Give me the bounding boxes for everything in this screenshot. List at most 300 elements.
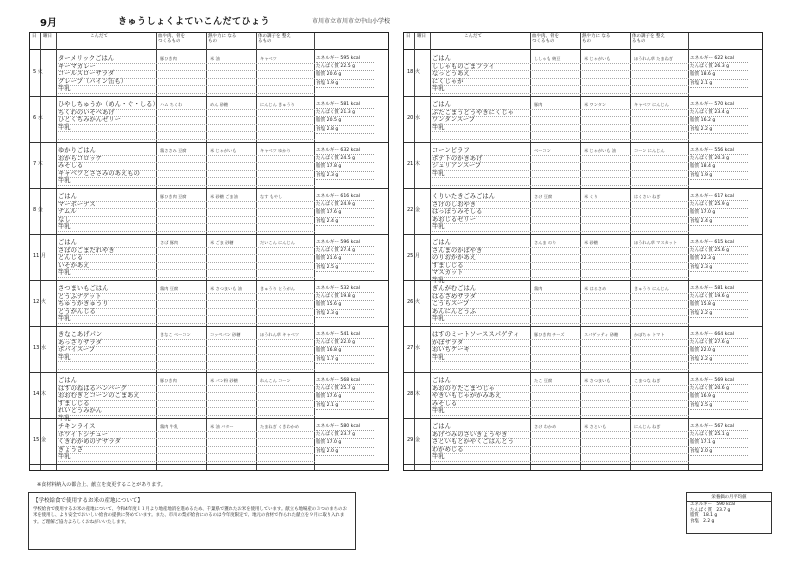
dish-list (58, 239, 115, 277)
food-group-items: 鶏肉 牛乳 (160, 424, 179, 429)
nutrition-values (690, 101, 748, 134)
column-header (404, 33, 762, 50)
dish-name: 牛乳 (58, 123, 71, 131)
row-guide-line (432, 93, 689, 94)
nutrition-values (690, 193, 748, 226)
food-group-items: だいこん にんじん (260, 240, 295, 245)
dish-name: やきいもじゃがかみあえ (432, 392, 502, 400)
row-guide-line (58, 392, 315, 393)
row-guide-line (432, 446, 689, 447)
dish-name: ごはん (432, 55, 451, 62)
row-guide-line (432, 461, 689, 462)
row-guide-line (432, 269, 689, 270)
row-guide-line (58, 216, 315, 217)
dish-name: さといもとかやくごはんとう (432, 438, 514, 446)
rice-info-box (28, 492, 356, 550)
row-guide-line (58, 170, 315, 171)
row-guide-line (58, 323, 315, 324)
row-guide-line (58, 109, 315, 110)
row-guide-line (432, 78, 689, 79)
day-row (30, 372, 388, 422)
average-row: たんぱく質 23.7 g (690, 507, 731, 513)
nutrition-protein: たんぱく質 25.1 g (690, 431, 748, 439)
row-guide-line (432, 177, 689, 178)
row-guide-line (432, 438, 689, 439)
day-row (404, 96, 762, 143)
nutrition-salt: 食塩 2.3 g (316, 172, 374, 180)
day-date: 25 月 (407, 253, 420, 259)
dish-name: ちくわのいそべあげ (58, 108, 115, 116)
dish-list (58, 147, 140, 185)
day-row (404, 326, 762, 373)
row-guide-line (58, 155, 315, 156)
nutrition-fat: 脂質 20.6 g (316, 71, 374, 79)
dish-name: さばのごまだれやき (58, 246, 115, 254)
dish-name: ホワイトシチュー (58, 430, 108, 438)
nutrition-energy: エネルギー 596 kcal (316, 239, 374, 247)
row-guide-line (432, 300, 689, 301)
food-group-items: ほうれん草 たまねぎ (634, 56, 674, 61)
nutrition-fat: 脂質 16.9 g (690, 393, 748, 401)
dish-name: とんじる (58, 254, 84, 262)
food-group-items: キャベツ にんじん (634, 102, 669, 107)
dish-list (58, 423, 121, 461)
row-guide-line (432, 231, 689, 232)
dish-name: のりおかかあえ (432, 254, 477, 262)
row-guide-line (58, 262, 315, 263)
nutrition-protein: たんぱく質 24.5 g (316, 155, 374, 163)
dish-list (432, 285, 476, 323)
row-guide-line (432, 124, 689, 125)
row-guide-line (432, 216, 689, 217)
dish-name: さけのしおやき (432, 200, 477, 208)
dish-name: にくじゃが (432, 77, 464, 85)
dish-name: さつまいもごはん (58, 285, 109, 292)
day-date: 22 金 (407, 207, 420, 213)
dish-name: コールスローサラダ (58, 70, 115, 78)
day-date: 28 木 (407, 391, 420, 397)
nutrition-fat: 脂質 21.6 g (316, 255, 374, 263)
row-guide-line (58, 315, 315, 316)
row-guide-line (58, 185, 315, 186)
nutrition-energy: エネルギー 567 kcal (690, 423, 748, 431)
row-guide-line (58, 308, 315, 309)
dish-name: キーマカレー (58, 62, 96, 70)
dish-name: なし (58, 215, 71, 223)
dish-name: 牛乳 (58, 85, 71, 93)
dish-name: ごはん (432, 101, 451, 108)
nutrition-energy: エネルギー 580 kcal (316, 423, 374, 431)
dish-list (58, 285, 108, 323)
food-group-items: 米 砂糖 (584, 240, 598, 245)
food-group-items: スパゲッティ 砂糖 (584, 332, 619, 337)
dish-name: 牛乳 (432, 276, 445, 284)
dish-name: くりいたきごみごはん (432, 193, 495, 200)
nutrition-salt: 食塩 2.1 g (690, 80, 748, 88)
nutrition-fat: 脂質 18.4 g (690, 163, 748, 171)
food-group-items: 豚ひき肉 (160, 378, 177, 383)
nutrition-protein: たんぱく質 25.9 g (690, 201, 748, 209)
dish-name: ポパイスープ (58, 346, 96, 354)
dish-name: グレープ（パイン缶も） (58, 77, 127, 85)
dish-name: おいちケーキ (432, 346, 470, 354)
food-group-items: ほうれん草 キャベツ (260, 332, 300, 337)
row-guide-line (58, 162, 315, 163)
dish-name: すましじる (58, 399, 90, 407)
dish-name: あおじるゼリー (432, 215, 477, 223)
row-guide-line (58, 453, 315, 454)
row-guide-line (432, 139, 689, 140)
nutrition-protein: たんぱく質 22.5 g (316, 63, 374, 71)
food-group-items: 米 ワンタン (584, 102, 607, 107)
nutrition-energy: エネルギー 568 kcal (316, 377, 374, 385)
row-guide-line (58, 247, 315, 248)
food-group-items: 米 じゃがいも (210, 148, 237, 153)
col-weekday: 曜日 (417, 34, 426, 39)
nutrition-values (316, 193, 374, 226)
dish-name: 牛乳 (58, 453, 71, 461)
nutrition-fat: 脂質 17.8 g (316, 163, 374, 171)
nutrition-salt: 食塩 2.4 g (690, 218, 748, 226)
dish-name: ぎょうざ (58, 445, 84, 453)
row-guide-line (58, 438, 315, 439)
dish-name: 牛乳 (432, 169, 445, 177)
day-row (404, 50, 762, 97)
nutrition-protein: たんぱく質 20.3 g (690, 155, 748, 163)
food-group-items: 米 砂糖 ごま油 (210, 194, 238, 199)
dish-name: なっとうあえ (432, 70, 470, 78)
col-weekday: 曜日 (43, 34, 52, 39)
dish-name: はるさめサラダ (432, 292, 477, 300)
food-group-items: 米 くり (584, 194, 598, 199)
day-row (30, 326, 388, 373)
dish-name: ししゃものごまフライ (432, 62, 495, 70)
dish-list (58, 55, 127, 93)
dish-name: ターメリックごはん (58, 55, 115, 62)
nutrition-protein: たんぱく質 21.3 g (316, 109, 374, 117)
nutrition-fat: 脂質 22.3 g (690, 255, 748, 263)
day-date: 11 月 (33, 253, 46, 259)
nutrition-protein: たんぱく質 20.6 g (690, 385, 748, 393)
dish-name: あんにんどうふ (432, 307, 477, 315)
nutrition-salt: 食塩 1.9 g (316, 80, 374, 88)
nutrition-energy: エネルギー 556 kcal (690, 147, 748, 155)
dish-name: ちゅうかきゅうり (58, 300, 109, 308)
page-title: きゅうしょくよていこんだてひょう (118, 17, 271, 27)
food-group-items: きなこ ベーコン (160, 332, 191, 337)
food-group-items: 米 はるさめ (584, 286, 607, 291)
day-date: 27 水 (407, 345, 420, 351)
row-guide-line (58, 354, 315, 355)
nutrition-protein: たんぱく質 19.8 g (316, 293, 374, 301)
row-guide-line (58, 346, 315, 347)
dish-name: 牛乳 (58, 353, 71, 361)
nutrition-salt: 食塩 2.5 g (690, 402, 748, 410)
row-guide-line (58, 407, 315, 408)
row-guide-line (432, 208, 689, 209)
info-text: 学校給食で使用するお米の産地について、今和4年度１１月より地産地消を進めるため、千葉県で獲れたお米を使用しています。献立も地場産の３つのまちのお米を使用し、より安全でおいしい給食の提供に努めています。また、市川の梨が給食にのるのは今年度限定で、地元の食材で作られた献立を９月に取り入れます。ご理解ご協力よろしくおねがいいたします。 (33, 507, 347, 525)
day-row (404, 142, 762, 189)
day-date: 26 火 (407, 299, 420, 305)
nutrition-energy: エネルギー 615 kcal (690, 239, 748, 247)
nutrition-fat: 脂質 17.1 g (690, 439, 748, 447)
food-group-items: 米 さつまいも (584, 378, 611, 383)
column-header (30, 33, 388, 50)
dish-name: 牛乳 (58, 414, 71, 422)
food-group-items: キャベツ (260, 56, 277, 61)
row-guide-line (58, 70, 315, 71)
row-guide-line (432, 201, 689, 202)
nutrition-values (316, 331, 374, 364)
row-guide-line (58, 93, 315, 94)
nutrition-values (316, 377, 374, 410)
food-group-items: 豚ひき肉 豆腐 (160, 194, 187, 199)
food-group-items: 鶏肉 (534, 286, 543, 291)
dish-name: コーンピラフ (432, 147, 470, 154)
row-guide-line (58, 231, 315, 232)
nutrition-energy: エネルギー 581 kcal (690, 285, 748, 293)
row-guide-line (432, 392, 689, 393)
row-guide-line (58, 208, 315, 209)
dish-name: ひとくちみかんゼリー (58, 116, 121, 124)
col-green: 体の調子を 整えるもの (632, 34, 665, 44)
food-group-items: 豚肉 (534, 102, 543, 107)
dish-name: キャベツとささみのあえもの (58, 169, 140, 177)
food-group-items: にんじん ねぎ (634, 424, 661, 429)
average-row: エネルギー 590 kcal (690, 502, 735, 507)
dish-name: ぶたこまうどうやきにくじゃ (432, 108, 514, 116)
dish-name: ごはん (58, 239, 77, 246)
day-row (30, 188, 388, 235)
month-label: 9月 (40, 18, 57, 29)
dish-name: マスカット (432, 269, 464, 277)
col-menu: こんだて (464, 34, 482, 39)
day-row (30, 234, 388, 281)
row-guide-line (432, 170, 689, 171)
col-menu: こんだて (90, 34, 108, 39)
dish-name: はっぽうみそしる (432, 208, 483, 216)
footnote: ※食材料納入の都合上、献立を変更することがあります。 (37, 482, 166, 488)
average-heading: 栄養価の月平均値 (687, 493, 771, 502)
day-date: 20 水 (407, 115, 420, 121)
food-group-items: 米 じゃがいも 油 (584, 148, 616, 153)
dish-name: ごはん (432, 423, 451, 430)
dish-name: とうふナゲット (58, 292, 102, 300)
nutrition-values (690, 331, 748, 364)
row-guide-line (432, 63, 689, 64)
row-guide-line (58, 139, 315, 140)
row-guide-line (58, 277, 315, 278)
menu-table-left (29, 32, 389, 471)
row-guide-line (58, 461, 315, 462)
nutrition-fat: 脂質 17.6 g (316, 209, 374, 217)
day-date: 12 火 (33, 299, 46, 305)
nutrition-values (316, 423, 374, 456)
dish-list (432, 377, 501, 415)
nutrition-fat: 脂質 17.6 g (316, 393, 374, 401)
nutrition-energy: エネルギー 622 kcal (690, 55, 748, 63)
dish-name: おおむぎとコーンのこまあえ (58, 392, 140, 400)
col-day: 日 (406, 34, 411, 39)
dish-name: いそかあえ (58, 261, 90, 269)
nutrition-protein: たんぱく質 27.4 g (316, 247, 374, 255)
dish-name: あっさりサラダ (58, 338, 102, 346)
food-group-items: 米 油 (210, 56, 220, 61)
row-guide-line (58, 85, 315, 86)
nutrition-energy: エネルギー 632 kcal (316, 147, 374, 155)
row-guide-line (432, 223, 689, 224)
col-red: 血や肉、骨を つくるもの (158, 34, 185, 44)
row-guide-line (432, 400, 689, 401)
dish-name: あげつみのさいきょうやき (432, 430, 508, 438)
dish-name: きなこあげパン (58, 331, 103, 338)
dish-name: みそしる (432, 399, 458, 407)
dish-name: とうがんじる (58, 307, 96, 315)
row-guide-line (432, 70, 689, 71)
row-guide-line (58, 131, 315, 132)
day-row (404, 418, 762, 465)
food-group-items: コッペパン 砂糖 (210, 332, 241, 337)
row-guide-line (58, 293, 315, 294)
nutrition-protein: たんぱく質 25.7 g (316, 385, 374, 393)
dish-name: ぎんがむごはん (432, 285, 477, 292)
row-guide-line (58, 223, 315, 224)
nutrition-fat: 脂質 15.6 g (316, 301, 374, 309)
nutrition-values (690, 377, 748, 410)
row-guide-line (432, 116, 689, 117)
dish-name: 牛乳 (58, 315, 71, 323)
nutrition-values (316, 101, 374, 134)
row-guide-line (58, 446, 315, 447)
row-guide-line (432, 431, 689, 432)
nutrition-fat: 脂質 18.6 g (690, 71, 748, 79)
menu-table-right (403, 32, 763, 471)
row-guide-line (58, 369, 315, 370)
dish-name: ごはん (58, 193, 77, 200)
row-guide-line (432, 385, 689, 386)
nutrition-energy: エネルギー 664 kcal (690, 331, 748, 339)
row-guide-line (432, 346, 689, 347)
row-guide-line (58, 124, 315, 125)
food-group-items: コーン にんじん (634, 148, 665, 153)
nutrition-fat: 脂質 22.0 g (690, 347, 748, 355)
page-header (0, 14, 800, 28)
dish-list (432, 55, 495, 93)
row-guide-line (432, 323, 689, 324)
dish-name: チキンライス (58, 423, 96, 430)
row-guide-line (432, 308, 689, 309)
dish-name: みそしる (58, 162, 84, 170)
nutrition-salt: 食塩 2.2 g (690, 310, 748, 318)
day-row (404, 188, 762, 235)
day-row (30, 280, 388, 327)
nutrition-energy: エネルギー 617 kcal (690, 193, 748, 201)
nutrition-values (690, 423, 748, 456)
dish-name: ひやしちゅうか（めん・ぐ・しる） (58, 101, 159, 108)
nutrition-energy: エネルギー 570 kcal (690, 101, 748, 109)
row-guide-line (58, 201, 315, 202)
food-group-items: 鶏ささみ 豆腐 (160, 148, 187, 153)
row-guide-line (432, 315, 689, 316)
row-guide-line (58, 254, 315, 255)
row-guide-line (432, 109, 689, 110)
food-group-items: きゅうり にんじん (634, 286, 669, 291)
dish-name: ワンタンスープ (432, 116, 476, 124)
row-guide-line (58, 78, 315, 79)
food-group-items: ベーコン (534, 148, 551, 153)
dish-name: 牛乳 (58, 177, 71, 185)
dish-name: はすのミートソーススパゲティ (432, 331, 520, 338)
dish-name: マーボーナス (58, 200, 96, 208)
nutrition-average-box (686, 492, 772, 534)
row-guide-line (432, 361, 689, 362)
nutrition-salt: 食塩 2.3 g (690, 264, 748, 272)
nutrition-salt: 食塩 2.8 g (316, 126, 374, 134)
row-guide-line (432, 162, 689, 163)
nutrition-fat: 脂質 20.5 g (316, 117, 374, 125)
food-group-items: 豚ひき肉 チーズ (534, 332, 565, 337)
day-row (404, 234, 762, 284)
row-guide-line (432, 277, 689, 278)
nutrition-energy: エネルギー 532 kcal (316, 285, 374, 293)
col-day: 日 (32, 34, 37, 39)
food-group-items: 米 パン粉 砂糖 (210, 378, 238, 383)
dish-name: 牛乳 (432, 407, 445, 415)
food-group-items: さば 豚肉 (160, 240, 179, 245)
food-group-items: 米 油 バター (210, 424, 234, 429)
row-guide-line (58, 431, 315, 432)
row-guide-line (432, 247, 689, 248)
nutrition-protein: たんぱく質 22.0 g (316, 339, 374, 347)
col-yellow: 熱や力に なるもの (582, 34, 611, 44)
dish-name: 牛乳 (432, 223, 445, 231)
nutrition-fat: 脂質 15.8 g (690, 301, 748, 309)
nutrition-fat: 脂質 16.8 g (316, 347, 374, 355)
nutrition-protein: たんぱく質 25.6 g (690, 247, 748, 255)
nutrition-salt: 食塩 2.4 g (316, 218, 374, 226)
food-group-items: 米 じゃがいも (584, 56, 611, 61)
food-group-items: ししゃも 納豆 (534, 56, 561, 61)
dish-name: かぼサラダ (432, 338, 464, 346)
average-row: 食塩 2.2 g (690, 518, 715, 524)
row-guide-line (58, 116, 315, 117)
dish-name: ごはん (58, 377, 77, 384)
food-group-items: さんま のり (534, 240, 557, 245)
dish-name: 牛乳 (58, 269, 71, 277)
food-group-items: ほうれん草 マスカット (634, 240, 678, 245)
nutrition-salt: 食塩 2.1 g (316, 402, 374, 410)
dish-name: すましじる (432, 261, 464, 269)
dish-name: おからコロッケ (58, 154, 102, 162)
dish-name: れいとうみかん (58, 407, 103, 415)
row-guide-line (58, 300, 315, 301)
day-row (30, 96, 388, 143)
day-date: 7 木 (33, 161, 43, 167)
dish-name: 牛乳 (432, 353, 445, 361)
row-guide-line (432, 254, 689, 255)
nutrition-values (690, 239, 748, 272)
dish-name: 牛乳 (432, 315, 445, 323)
nutrition-salt: 食塩 2.5 g (316, 264, 374, 272)
row-guide-line (432, 369, 689, 370)
dish-list (432, 193, 495, 231)
row-guide-line (432, 131, 689, 132)
nutrition-energy: エネルギー 541 kcal (316, 331, 374, 339)
food-group-items: たまねぎ くきわかめ (260, 424, 300, 429)
day-date: 18 火 (407, 69, 420, 75)
food-group-items: 豚ひき肉 (160, 56, 177, 61)
dish-list (432, 423, 514, 461)
